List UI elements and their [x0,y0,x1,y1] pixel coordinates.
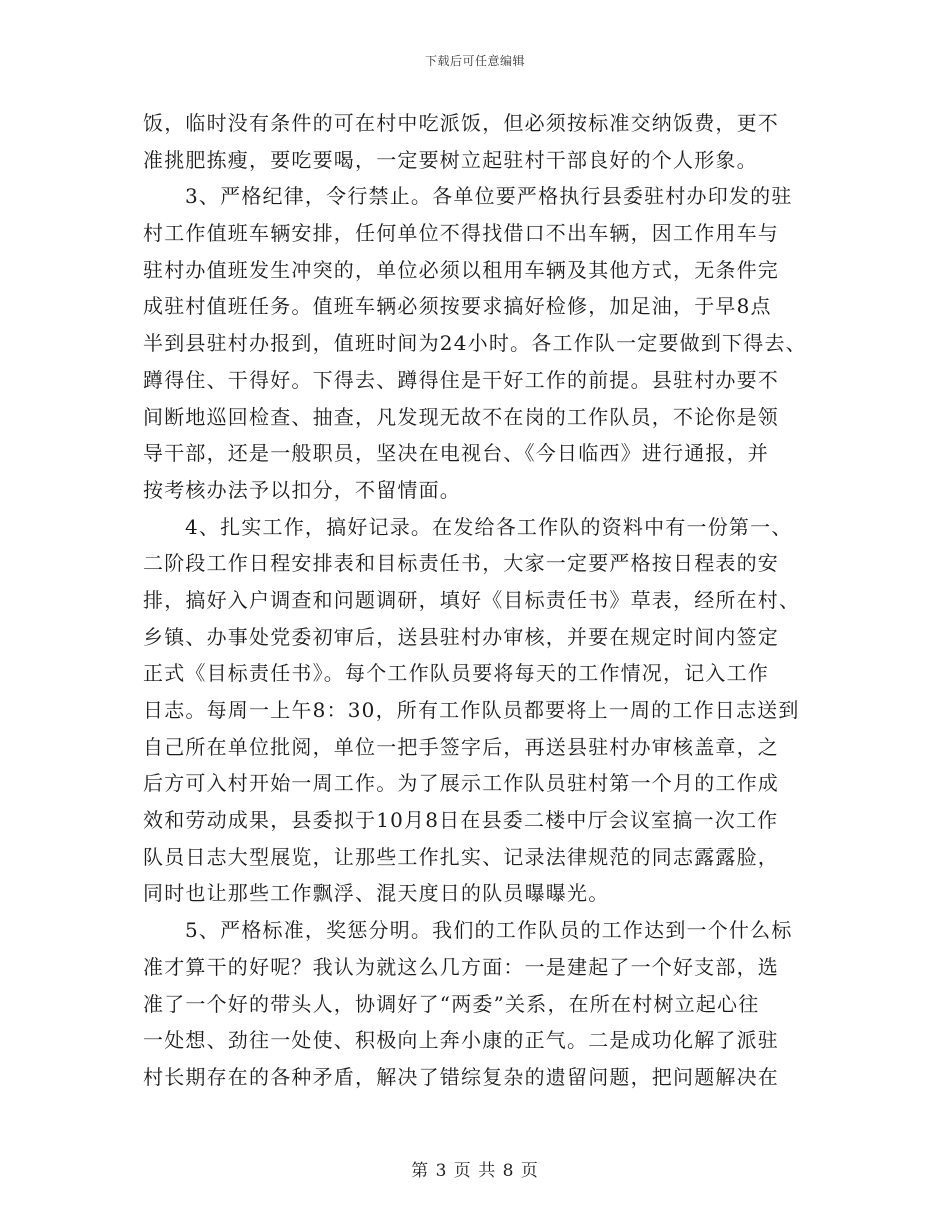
body-text-line: 自己所在单位批阅，单位一把手签字后，再送县驻村办审核盖章，之 [143,734,779,759]
body-text-line: 后方可入村开始一周工作。为了展示工作队员驻村第一个月的工作成 [143,771,779,796]
body-text-line: 5、严格标准，奖惩分明。我们的工作队员的工作达到一个什么标 [185,918,793,943]
body-text-line: 间断地巡回检查、抽查，凡发现无故不在岗的工作队员，不论你是领 [143,404,779,429]
body-text-line: 村工作值班车辆安排，任何单位不得找借口不出车辆，因工作用车与 [143,221,779,246]
body-text-line: 准才算干的好呢？我认为就这么几方面：一是建起了一个好支部，选 [143,954,779,979]
body-text-line: 3、严格纪律，令行禁止。各单位要严格执行县委驻村办印发的驻 [185,184,793,209]
body-text-line: 效和劳动成果，县委拟于10月8日在县委二楼中厅会议室搞一次工作 [143,808,779,833]
body-text-line: 村长期存在的各种矛盾，解决了错综复杂的遗留问题，把问题解决在 [143,1064,779,1089]
body-text-line: 蹲得住、干得好。下得去、蹲得住是干好工作的前提。县驻村办要不 [143,367,779,392]
body-text-line: 4、扎实工作，搞好记录。在发给各工作队的资料中有一份第一、 [185,514,793,539]
body-text-line: 队员日志大型展览，让那些工作扎实、记录法律规范的同志露露脸， [143,844,779,869]
body-text-line: 按考核办法予以扣分，不留情面。 [143,477,461,502]
body-text-line: 正式《目标责任书》。每个工作队员要将每天的工作情况，记入工作 [143,661,769,686]
body-text-line: 饭，临时没有条件的可在村中吃派饭，但必须按标准交纳饭费，更不 [143,111,779,135]
body-text-line: 成驻村值班任务。值班车辆必须按要求搞好检修，加足油，于早8点 [143,294,772,319]
body-text-line: 一处想、劲往一处使、积极向上奔小康的正气。二是成功化解了派驻 [143,1028,779,1053]
body-text-line: 导干部，还是一般职员，坚决在电视台、《今日临西》进行通报，并 [143,441,769,466]
page-header-note: 下载后可任意编辑 [424,54,525,68]
body-text-line: 准挑肥拣瘦，要吃要喝，一定要树立起驻村干部良好的个人形象。 [143,147,758,172]
body-text-line: 半到县驻村办报到，值班时间为24小时。各工作队一定要做到下得去、 [143,331,807,356]
body-text-line: 准了一个好的带头人，协调好了“两委”关系，在所在村树立起心往 [143,991,760,1016]
body-text-line: 排，搞好入户调查和问题调研，填好《目标责任书》草表，经所在村、 [143,587,801,612]
page-number: 第 3 页 共 8 页 [411,1161,539,1181]
body-text-line: 驻村办值班发生冲突的，单位必须以租用车辆及其他方式，无条件完 [143,257,779,282]
body-text-line: 日志。每周一上午8：30，所有工作队员都要将上一周的工作日志送到 [143,698,800,722]
body-text-line: 二阶段工作日程安排表和目标责任书，大家一定要严格按日程表的安 [143,551,779,576]
body-text-line: 乡镇、办事处党委初审后，送县驻村办审核，并要在规定时间内签定 [143,624,779,649]
document-body [143,105,807,1096]
body-text-line: 同时也让那些工作飘浮、混天度日的队员曝曝光。 [143,881,610,906]
